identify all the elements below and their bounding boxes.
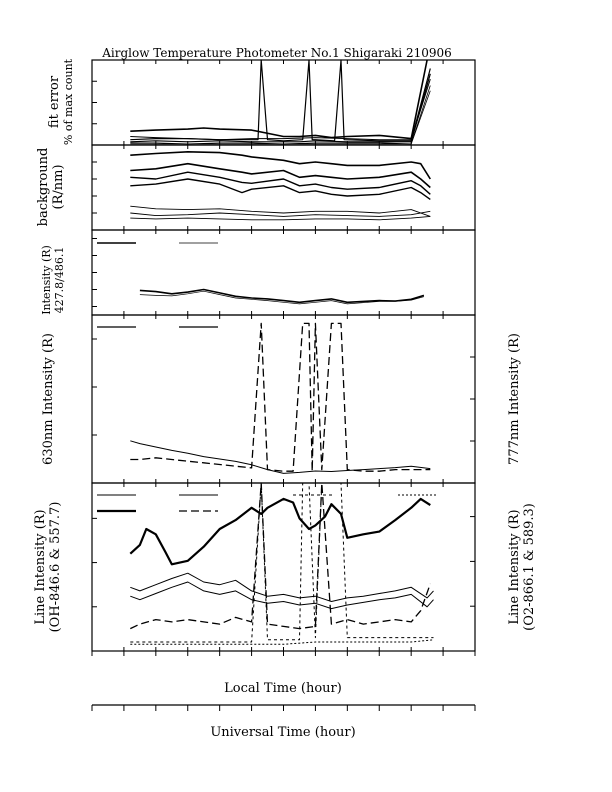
series-line-bg-bg6 [130,216,430,219]
legends-layer [97,243,437,511]
line-ylabel-left-1: Line Intensity (R) [33,509,48,625]
series-line-bg-bg3 [130,179,430,199]
ticks-layer [92,60,475,711]
line-ylabel-left-2: (OH-846.6 & 557.7) [48,501,63,633]
chart-title: Airglow Temperature Photometer No.1 Shigaraki 210906 [102,46,452,60]
series-line-fit-6300 [130,60,430,141]
series-line-blue-4278 [140,290,424,303]
red-ylabel-left: 630nm Intensity (R) [41,333,56,465]
x-ut-label: Universal Time (hour) [210,725,356,740]
series-line-fit-5893 [130,79,430,140]
series-line-fit-5577 [130,60,427,139]
bg-ylabel-1: background [36,147,51,227]
blue-ylabel-1: Intensity (R) [40,245,53,315]
series-line-red-6300 [130,441,430,474]
x-local-label: Local Time (hour) [224,681,342,696]
series-line-line-OH-2 [130,582,433,609]
series-line-fit-7774 [130,74,430,142]
series-line-bg-bg2 [130,172,430,194]
series-line-bg-bg1 [130,164,430,188]
fit-ylabel-1: fit error [47,75,62,129]
bg-ylabel-2: (R/nm) [51,164,66,210]
red-ylabel-right: 777nm Intensity (R) [507,333,522,465]
line-ylabel-right-1: Line Intensity (R) [507,509,522,625]
series-line-red-7774 [130,323,430,471]
panel-red-frame [92,315,475,483]
line-ylabel-right-2: (O2-866.1 & 589.3) [522,503,537,631]
series-line-line-5577 [130,499,430,564]
series-line-line-OH-1 [130,573,433,601]
fit-ylabel-2: % of max count [62,58,75,146]
series-line-line-5893 [130,483,430,629]
series-layer [130,60,433,644]
panel-fit-frame [92,60,475,145]
blue-ylabel-2: 427.8/486.1 [53,246,66,314]
series-line-line-O2-2 [130,640,433,645]
